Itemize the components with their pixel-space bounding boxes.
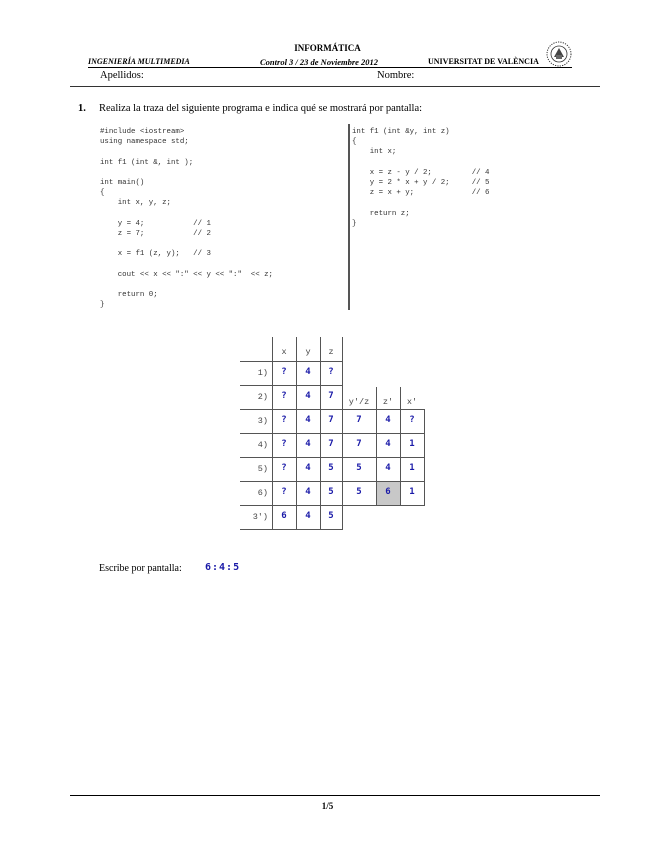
header-title: INFORMÁTICA <box>294 43 361 53</box>
column-header: x' <box>406 397 418 407</box>
trace-value: 4 <box>305 415 311 425</box>
trace-value: 5 <box>328 487 334 497</box>
table-grid-line <box>240 505 425 506</box>
trace-value: 4 <box>385 415 391 425</box>
trace-value: 7 <box>328 439 334 449</box>
name-label: Nombre: <box>377 70 415 81</box>
trace-value: 6 <box>281 511 287 521</box>
row-label: 2) <box>257 392 268 402</box>
row-label: 3') <box>252 512 268 522</box>
question-text: Realiza la traza del siguiente programa e indica qué se mostrará por pantalla: <box>99 103 423 114</box>
trace-value: 4 <box>305 391 311 401</box>
trace-value: ? <box>281 487 287 497</box>
row-label: 3) <box>257 416 268 426</box>
trace-value: 5 <box>328 463 334 473</box>
trace-value: 4 <box>305 487 311 497</box>
trace-value: ? <box>281 463 287 473</box>
table-grid-line <box>240 529 343 530</box>
column-header: z <box>328 347 334 357</box>
table-grid-line <box>240 409 425 410</box>
row-label: 1) <box>257 368 268 378</box>
table-grid-line <box>240 361 343 362</box>
row-label: 5) <box>257 464 268 474</box>
table-grid-line <box>240 385 343 386</box>
trace-value: 4 <box>385 439 391 449</box>
trace-value: 7 <box>328 415 334 425</box>
trace-value: 4 <box>305 511 311 521</box>
table-grid-line <box>240 481 425 482</box>
trace-value: ? <box>281 367 287 377</box>
trace-value: 1 <box>409 439 415 449</box>
trace-value: 1 <box>409 487 415 497</box>
table-grid-line <box>240 457 425 458</box>
footer-rule <box>70 795 600 796</box>
trace-value: 5 <box>328 511 334 521</box>
output-value: 6:4:5 <box>205 562 241 573</box>
trace-value: 4 <box>385 463 391 473</box>
trace-value: 4 <box>305 439 311 449</box>
trace-value: 6 <box>385 487 391 497</box>
row-label: 4) <box>257 440 268 450</box>
header-subtitle: Control 3 / 23 de Noviembre 2012 <box>260 57 379 67</box>
column-header: y'/z <box>348 397 370 407</box>
page-number: 1/5 <box>321 801 334 811</box>
trace-value: ? <box>409 415 415 425</box>
trace-value: 7 <box>356 415 362 425</box>
question-number: 1. <box>78 103 86 114</box>
header-university: UNIVERSITAT DE VALÈNCIA <box>428 57 539 66</box>
trace-value: ? <box>281 391 287 401</box>
trace-value: ? <box>281 415 287 425</box>
output-label: Escribe por pantalla: <box>99 563 182 574</box>
table-grid-line <box>240 433 425 434</box>
trace-value: 4 <box>305 367 311 377</box>
trace-value: 7 <box>356 439 362 449</box>
column-header: x <box>281 347 287 357</box>
code-f1: int f1 (int &y, int z) { int x; x = z - y / 2; // 4 y = 2 * x + y / 2; // 5 z = x + y; // 6 return z; } <box>352 128 490 228</box>
trace-value: ? <box>328 367 334 377</box>
column-header: y <box>305 347 311 357</box>
header-degree: INGENIERÍA MULTIMEDIA <box>88 57 190 66</box>
table-grid-line <box>376 387 377 505</box>
trace-value: 5 <box>356 463 362 473</box>
row-label: 6) <box>257 488 268 498</box>
column-header: z' <box>382 397 394 407</box>
trace-value: 7 <box>328 391 334 401</box>
surname-label: Apellidos: <box>100 70 144 81</box>
trace-value: 5 <box>356 487 362 497</box>
trace-value: 1 <box>409 463 415 473</box>
trace-value: 4 <box>305 463 311 473</box>
table-grid-line <box>400 387 401 505</box>
trace-value: ? <box>281 439 287 449</box>
code-main: #include <iostream> using namespace std; int f1 (int &, int ); int main() { int x, y, z; y = 4; // 1 z = 7; // 2 x = f1 (z, y); // 3 cout << x << ":" << y << ":" << z; return 0; } <box>100 128 273 310</box>
